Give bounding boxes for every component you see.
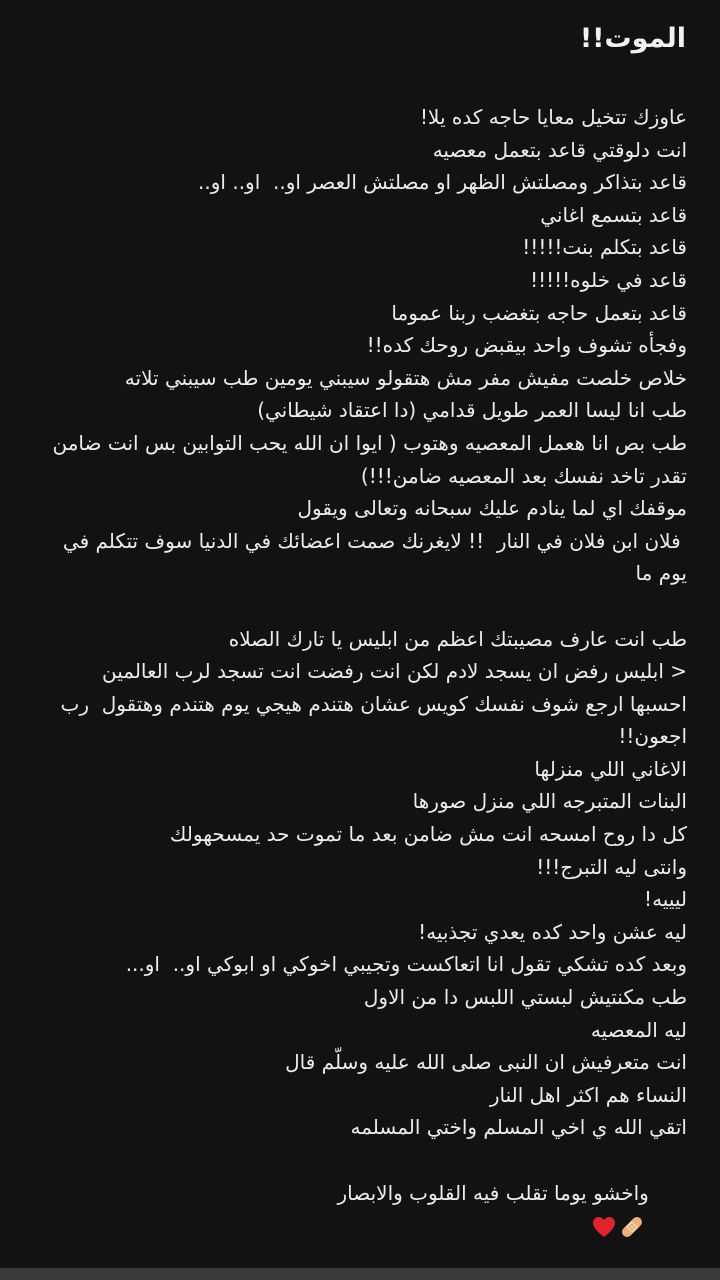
note-line: النساء هم اكثر اهل النار	[489, 1082, 687, 1107]
note-line: قاعد بتكلم بنت!!!!!	[522, 235, 687, 260]
note-line: البنات المتبرجه اللي منزل صورها	[412, 789, 687, 814]
note-line: قاعد بتذاكر ومصلتش الظهر او مصلتش العصر او.. او.. او..	[198, 170, 687, 195]
note-line: قاعد بتسمع اغاني	[540, 202, 687, 227]
note-line: فلان ابن فلان في النار !! لايغرنك صمت اعضائك في الدنيا سوف تتكلم في يوم ما	[56, 528, 687, 586]
note-title: الموت!!	[579, 23, 686, 54]
note-line: ليييه!	[644, 887, 687, 912]
note-line: قاعد بتعمل حاجه بتغضب ربنا عموما	[391, 300, 687, 325]
note-line: انت دلوقتي قاعد بتعمل معصيه	[432, 137, 687, 162]
note-line: عاوزك تتخيل معايا حاجه كده يلا!	[420, 105, 687, 129]
system-nav-bar	[0, 1268, 720, 1280]
note-line: طب بص انا هعمل المعصيه وهتوب ( ايوا ان الله يحب التوابين بس انت ضامن تقدر تاخد نفسك بعد المعصيه ضامن!!!)	[46, 430, 687, 488]
note-line: خلاص خلصت مفيش مفر مش هتقولو سيبني يومين طب سيبني تلاته	[124, 365, 687, 390]
note-line: طب انت عارف مصيبتك اعظم من ابليس يا تارك الصلاه	[228, 626, 687, 651]
red-heart-icon	[592, 1216, 616, 1238]
note-body[interactable]	[40, 101, 687, 1274]
note-line: ليه المعصيه	[590, 1017, 687, 1042]
note-line: طب انا ليسا العمر طويل قدامي (دا اعتقاد شيطاني)	[257, 398, 687, 423]
note-last-line-text: واخشو يوما تقلب فيه القلوب والابصار	[337, 1180, 649, 1205]
note-line: وفجأه تشوف واحد بيقبض روحك كده!!	[366, 333, 687, 358]
note-line: ليه عشن واحد كده يعدي تجذبيه!	[418, 919, 687, 944]
note-line: وانتى ليه التبرج!!!	[536, 854, 687, 879]
note-line: كل دا روح امسحه انت مش ضامن بعد ما تموت حد يمسحهولك	[169, 822, 687, 847]
note-last-line	[40, 1144, 687, 1274]
note-line: وبعد كده تشكي تقول انا اتعاكست وتجيبي اخوكي او ابوكي او.. او...	[125, 952, 687, 977]
bandage-icon	[619, 1215, 645, 1239]
note-line: قاعد في خلوه!!!!!	[530, 267, 687, 292]
note-line: طب مكنتيش لبستي اللبس دا من الاول	[363, 985, 687, 1010]
note-line: انت متعرفيش ان النبى صلى الله عليه وسلّم قال	[285, 1050, 687, 1075]
emoji-group	[592, 1215, 645, 1239]
blank-line	[40, 590, 687, 623]
note-line: اتقي الله ي اخي المسلم واختي المسلمه	[350, 1115, 687, 1140]
note-line: < ابليس رفض ان يسجد لادم لكن انت رفضت انت تسجد لرب العالمين	[102, 659, 687, 684]
note-line: الاغاني اللي منزلها	[534, 756, 687, 781]
note-line: موقفك اي لما ينادم عليك سبحانه وتعالى ويقول	[297, 496, 687, 521]
note-line: احسبها ارجع شوف نفسك كويس عشان هتندم هيجي يوم هتندم وهتقول رب اجعون!!	[54, 691, 687, 749]
